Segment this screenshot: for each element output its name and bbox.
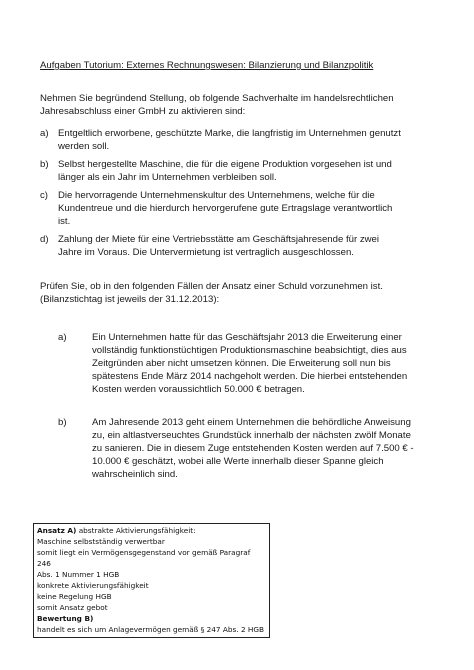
item-label: a) — [40, 128, 49, 139]
task1-item-a — [40, 127, 420, 153]
task1-item-d — [40, 233, 420, 259]
bewertung-label: Bewertung B) — [37, 614, 94, 623]
bewertung-text: handelt es sich um Anlagevermögen gemäß § 247 Abs. 2 HGB — [37, 625, 265, 634]
item-text: Ein Unternehmen hatte für das Geschäftsjahr 2013 die Erweiterung einer vollständig funktionstüchtigen Produktionsmaschine beabsichtigt, dies aus Zeitgründen aber nicht umsetzen können. Die Erweiterung soll nun bis spätestens Ende März 2014 nachgeholt werden. Die hierbei entstehenden Kosten werden voraussichtlich 50.000 € betragen. — [92, 332, 408, 395]
answer-line: somit Ansatz gebot — [37, 603, 108, 612]
answer-heading-text: abstrakte Aktivierungsfähigkeit: — [76, 526, 196, 535]
task1-item-c — [40, 189, 420, 228]
item-label: c) — [40, 190, 48, 201]
answer-line: somit liegt ein Vermögensgegenstand vor gemäß Paragraf 246 — [37, 548, 251, 568]
page-title: Aufgaben Tutorium: Externes Rechnungswesen: Bilanzierung und Bilanzpolitik — [40, 60, 374, 71]
task2-item-b — [58, 416, 418, 481]
answer-heading — [37, 525, 266, 536]
answer-line: konkrete Aktivierungsfähigkeit — [37, 581, 149, 590]
item-label: b) — [40, 159, 49, 170]
answer-heading-label: Ansatz A) — [37, 526, 77, 535]
task1-intro: Nehmen Sie begründend Stellung, ob folgende Sachverhalte im handelsrechtlichen Jahresabschluss einer GmbH zu aktivieren sind: — [40, 93, 394, 117]
task1-item-b — [40, 158, 420, 184]
item-text: Die hervorragende Unternehmenskultur des Unternehmens, welche für die Kundentreue und die hierdurch hervorgerufene gute Ertragslage verantwortlich ist. — [58, 190, 393, 227]
task2-item-a — [58, 331, 418, 396]
item-text: Entgeltlich erworbene, geschützte Marke, die langfristig im Unternehmen genutzt werden soll. — [58, 128, 401, 152]
item-text: Zahlung der Miete für eine Vertriebsstätte am Geschäftsjahresende für zwei Jahre im Voraus. Die Untervermietung ist vertraglich ausgeschlossen. — [58, 234, 380, 258]
item-text: Am Jahresende 2013 geht einem Unternehmen die behördliche Anweisung zu, ein altlastverseuchtes Grundstück innerhalb der nächsten zwölf Monate zu sanieren. Die in diesem Zuge entstehenden Kosten werden auf 7.500 € - 10.000 € geschätzt, wobei alle Werte innerhalb dieser Spanne gleich wahrscheinlich sind. — [92, 417, 414, 480]
answer-box — [33, 523, 270, 638]
task1-list — [40, 127, 420, 264]
task2-list — [58, 331, 418, 481]
answer-line: Abs. 1 Nummer 1 HGB — [37, 570, 120, 579]
item-label: a) — [58, 332, 67, 343]
item-text: Selbst hergestellte Maschine, die für die eigene Produktion vorgesehen ist und länger als ein Jahr im Unternehmen verbleiben soll. — [58, 159, 392, 183]
answer-line: keine Regelung HGB — [37, 592, 112, 601]
answer-line: Maschine selbstständig verwertbar — [37, 537, 165, 546]
item-label: b) — [58, 417, 67, 428]
item-label: d) — [40, 234, 49, 245]
task2-intro: Prüfen Sie, ob in den folgenden Fällen der Ansatz einer Schuld vorzunehmen ist. (Bilanzstichtag ist jeweils der 31.12.2013): — [40, 281, 383, 305]
